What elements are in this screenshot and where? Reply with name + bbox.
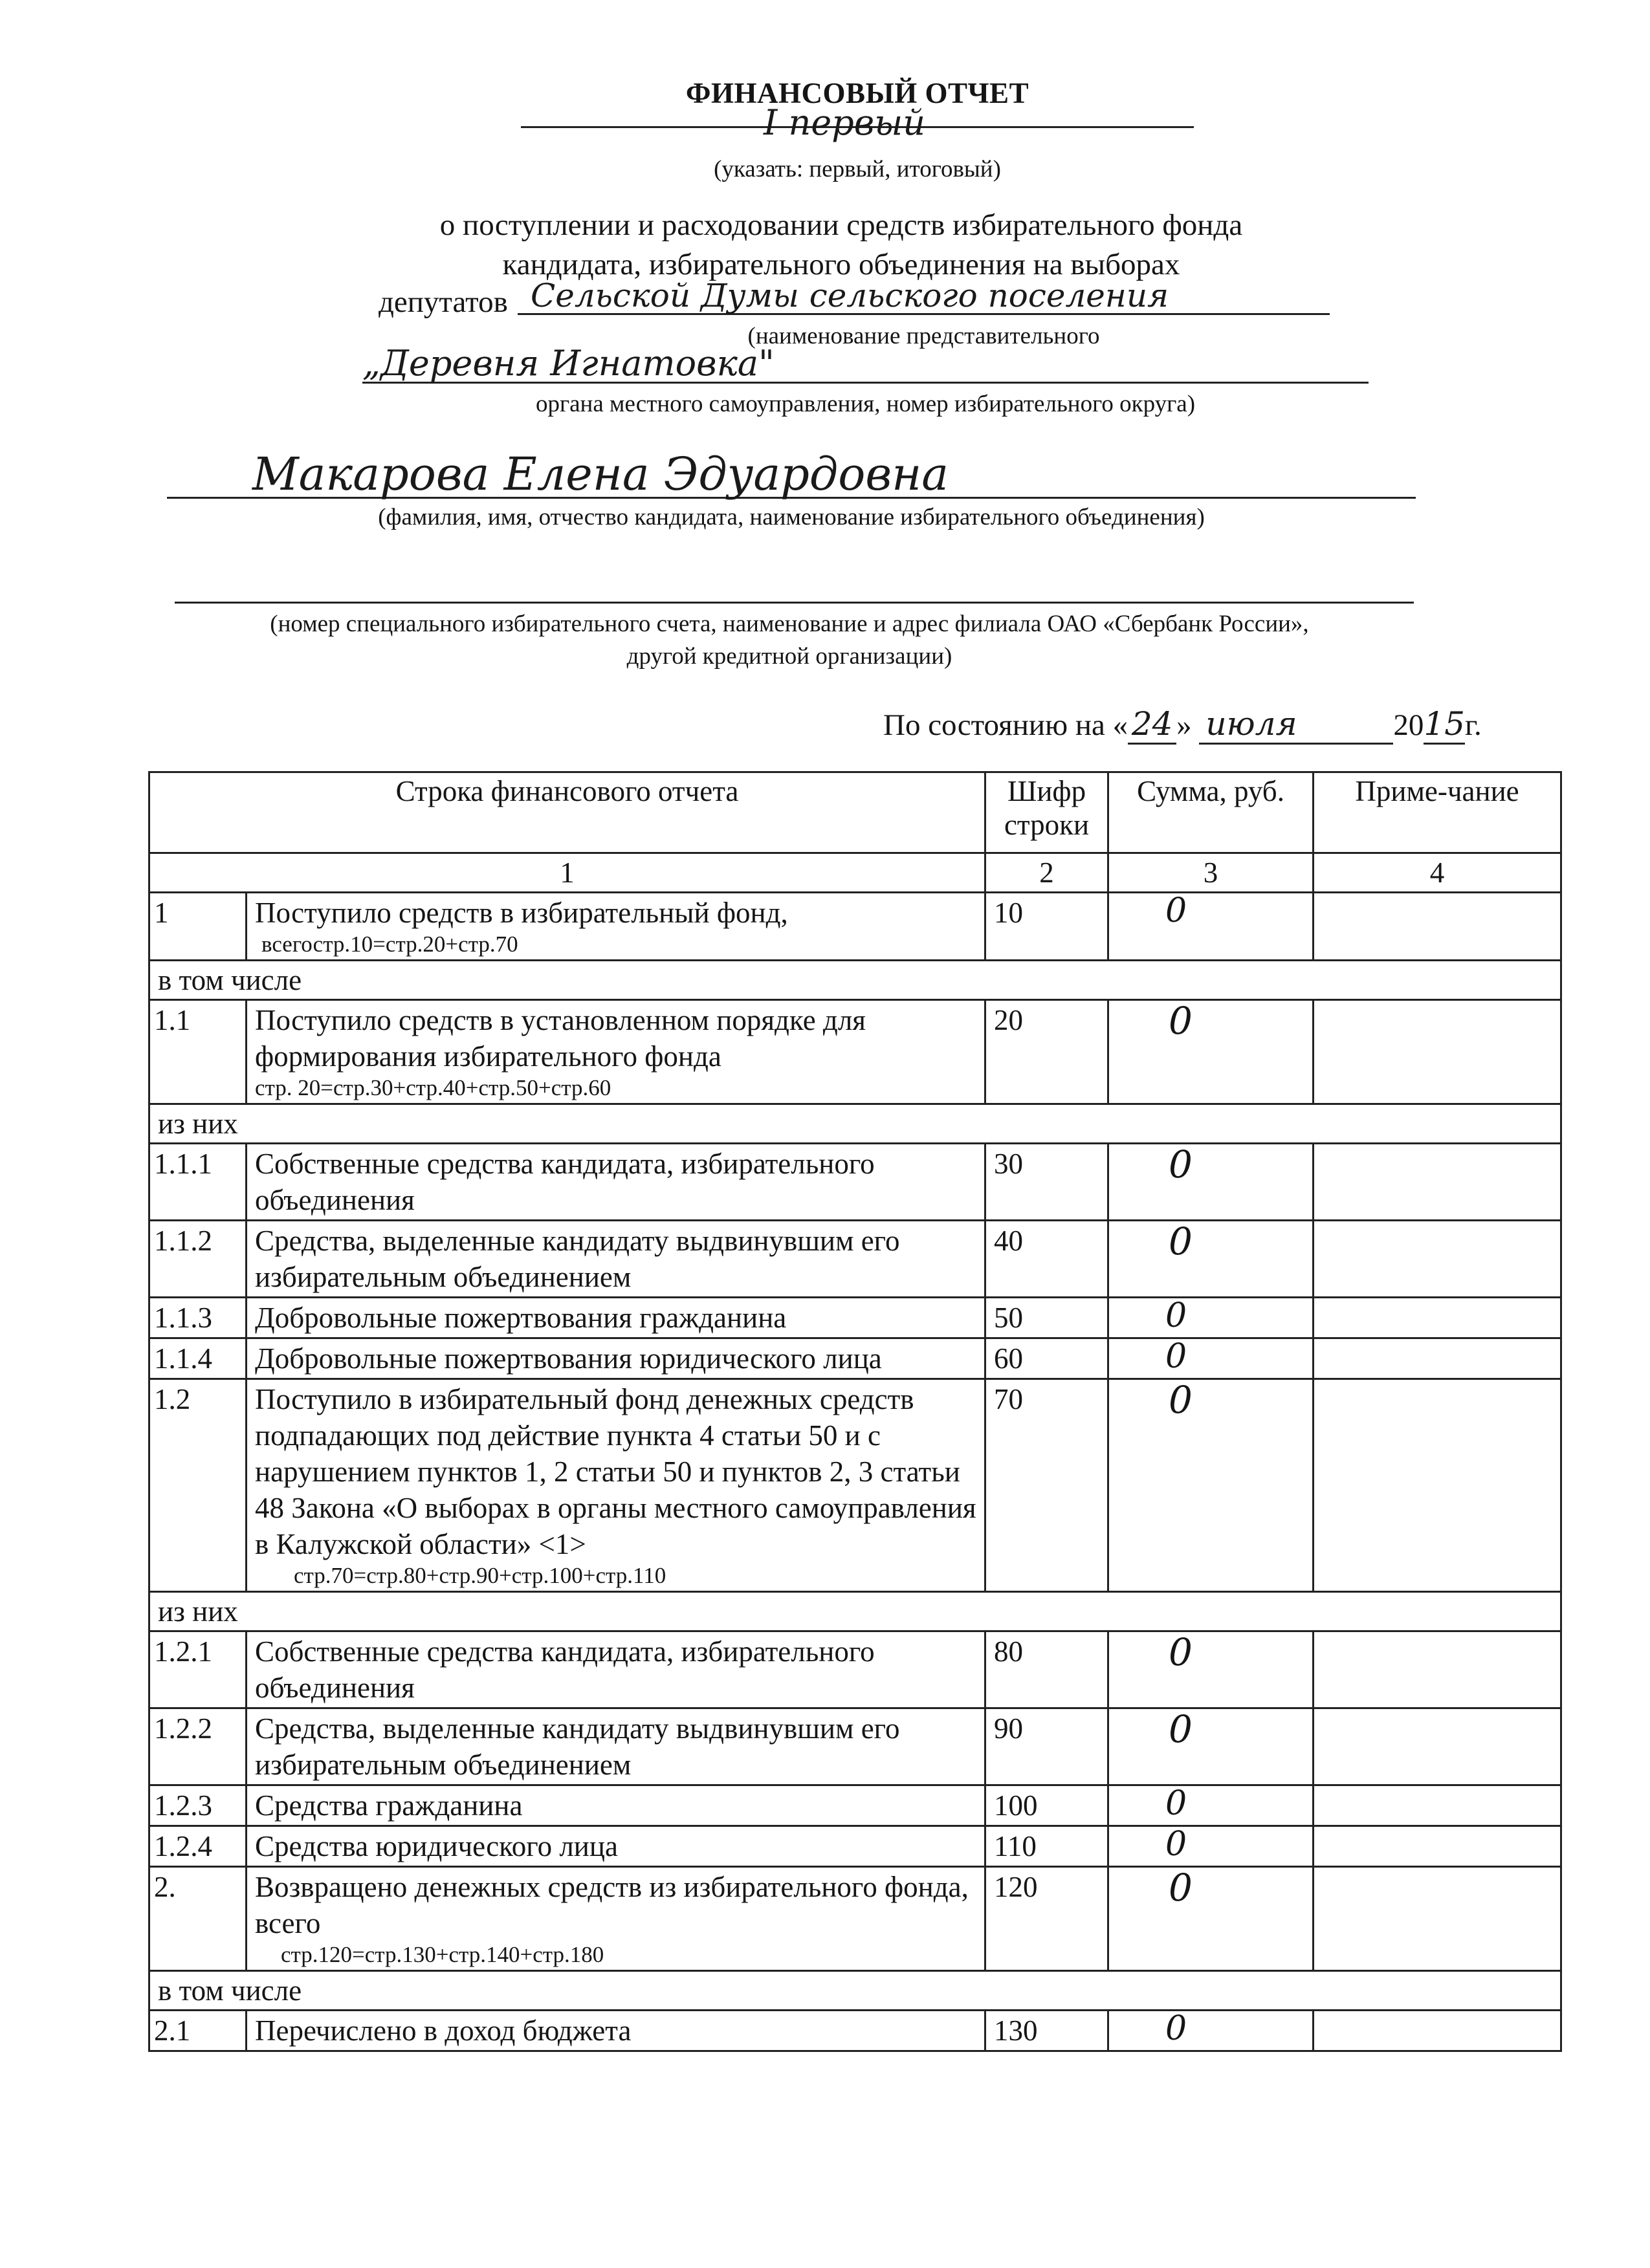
row-description: Средства гражданина: [255, 1789, 523, 1822]
row-sum: 0: [1165, 891, 1187, 930]
date-suffix: г.: [1465, 708, 1482, 742]
table-row: [149, 1221, 1561, 1298]
row-number: 1.1.3: [149, 1298, 247, 1338]
row-sum: 0: [1169, 1378, 1193, 1422]
table-row: [149, 1631, 1561, 1708]
table-row: [149, 1338, 1561, 1379]
row-description-cell: [247, 1708, 985, 1785]
row-note: [1314, 1826, 1561, 1867]
row-description-cell: [247, 1631, 985, 1708]
account-caption-2: другой кредитной организации): [626, 643, 952, 670]
row-number: 1.1.4: [149, 1338, 247, 1379]
row-sum: 0: [1165, 1784, 1187, 1823]
row-sum-cell: [1108, 1379, 1314, 1592]
row-description-cell: [247, 1338, 985, 1379]
row-code: 60: [985, 1338, 1108, 1379]
date-month: июля: [1199, 705, 1393, 745]
header-code: Шифр строки: [985, 772, 1108, 853]
row-description-cell: [247, 1221, 985, 1298]
row-description: Добровольные пожертвования гражданина: [255, 1302, 787, 1334]
row-note: [1314, 1379, 1561, 1592]
row-number: 1.2: [149, 1379, 247, 1592]
row-note: [1314, 1631, 1561, 1708]
table-row: [149, 1000, 1561, 1104]
row-code: 130: [985, 2011, 1108, 2051]
row-number: 1.1.1: [149, 1144, 247, 1221]
row-code: 70: [985, 1379, 1108, 1592]
row-note: [1314, 1338, 1561, 1379]
date-year: 15: [1424, 705, 1465, 745]
row-number: 1: [149, 893, 247, 961]
subtitle-line-2: кандидата, избирательного объединения на выборах: [502, 248, 1180, 281]
row-sum-cell: [1108, 1631, 1314, 1708]
table-row: [149, 1708, 1561, 1785]
row-description: Собственные средства кандидата, избирательного объединения: [255, 1148, 875, 1216]
row-sum-cell: [1108, 1144, 1314, 1221]
row-sum-cell: [1108, 1785, 1314, 1826]
section-label: из них: [149, 1104, 1561, 1144]
row-description-cell: [247, 1000, 985, 1104]
row-number: 1.2.1: [149, 1631, 247, 1708]
row-formula: всегостр.10=стр.20+стр.70: [261, 932, 518, 957]
table-row: [149, 1144, 1561, 1221]
row-code: 100: [985, 1785, 1108, 1826]
date-mid: »: [1176, 708, 1192, 742]
report-title: ФИНАНСОВЫЙ ОТЧЕТ: [685, 77, 1029, 109]
row-code: 90: [985, 1708, 1108, 1785]
row-description: Собственные средства кандидата, избирательного объединения: [255, 1635, 875, 1704]
row-sum-cell: [1108, 2011, 1314, 2051]
row-sum: 0: [1169, 1707, 1193, 1751]
section-row: [149, 1104, 1561, 1144]
row-number: 1.1.2: [149, 1221, 247, 1298]
deputies-prefix: депутатов: [379, 285, 508, 319]
row-sum-cell: [1108, 1298, 1314, 1338]
table-header-row: [149, 772, 1561, 853]
column-number-1: 1: [149, 853, 985, 893]
header-note: Приме-чание: [1314, 772, 1561, 853]
candidate-caption: (фамилия, имя, отчество кандидата, наименование избирательного объединения): [378, 504, 1205, 530]
table-row: [149, 893, 1561, 961]
row-code: 20: [985, 1000, 1108, 1104]
subtitle-line-1: о поступлении и расходовании средств избирательного фонда: [439, 208, 1243, 242]
row-formula: стр.70=стр.80+стр.90+стр.100+стр.110: [294, 1563, 666, 1588]
body-handwritten: Сельской Думы сельского поселения: [531, 277, 1169, 314]
row-sum-cell: [1108, 1338, 1314, 1379]
section-row: [149, 1592, 1561, 1631]
table-row: [149, 1826, 1561, 1867]
date-day: 24: [1128, 705, 1176, 745]
row-code: 50: [985, 1298, 1108, 1338]
row-sum: 0: [1169, 1866, 1193, 1910]
row-code: 80: [985, 1631, 1108, 1708]
candidate-handwritten: Макарова Елена Эдуардовна: [252, 448, 949, 501]
row-code: 110: [985, 1826, 1108, 1867]
date-prefix: По состоянию на «: [883, 708, 1128, 742]
row-note: [1314, 1708, 1561, 1785]
account-line: [175, 602, 1414, 604]
row-number: 2.: [149, 1867, 247, 1971]
section-label: в том числе: [149, 1971, 1561, 2011]
row-sum-cell: [1108, 893, 1314, 961]
row-sum: 0: [1169, 1142, 1193, 1186]
row-number: 2.1: [149, 2011, 247, 2051]
row-description-cell: [247, 893, 985, 961]
table-row: [149, 1867, 1561, 1971]
row-description: Средства юридического лица: [255, 1830, 618, 1862]
row-number: 1.2.3: [149, 1785, 247, 1826]
row-number: 1.1: [149, 1000, 247, 1104]
row-code: 30: [985, 1144, 1108, 1221]
row-description: Средства, выделенные кандидату выдвинувшим его избирательным объединением: [255, 1712, 900, 1781]
row-sum-cell: [1108, 1867, 1314, 1971]
row-number: 1.2.4: [149, 1826, 247, 1867]
row-description-cell: [247, 1298, 985, 1338]
account-caption-1: (номер специального избирательного счета, наименование и адрес филиала ОАО «Сбербанк России»,: [270, 611, 1309, 637]
row-note: [1314, 1221, 1561, 1298]
column-number-2: 2: [985, 853, 1108, 893]
column-number-3: 3: [1108, 853, 1314, 893]
row-description: Поступило в избирательный фонд денежных средств подпадающих под действие пункта 4 статьи 50 и с нарушением пунктов 1, 2 статьи 50 и пунктов 2, 3 статьи 48 Закона «О выборах в органы местного самоуправления в Калужской области» <1>: [255, 1383, 976, 1560]
row-description-cell: [247, 2011, 985, 2051]
financial-report-table: [148, 771, 1562, 2052]
row-sum: 0: [1169, 999, 1193, 1043]
row-description: Поступило средств в избирательный фонд,: [255, 897, 788, 929]
row-description-cell: [247, 1826, 985, 1867]
row-note: [1314, 1785, 1561, 1826]
header-sum: Сумма, руб.: [1108, 772, 1314, 853]
date-statement: [883, 705, 1482, 745]
row-note: [1314, 893, 1561, 961]
row-sum-cell: [1108, 1826, 1314, 1867]
column-number-row: [149, 853, 1561, 893]
row-sum: 0: [1169, 1630, 1193, 1674]
row-formula: стр.120=стр.130+стр.140+стр.180: [281, 1942, 604, 1967]
row-code: 10: [985, 893, 1108, 961]
row-sum: 0: [1169, 1219, 1193, 1263]
report-kind-caption: (указать: первый, итоговый): [714, 156, 1001, 182]
row-note: [1314, 1298, 1561, 1338]
body-caption-2: органа местного самоуправления, номер избирательного округа): [535, 391, 1196, 417]
row-formula: стр. 20=стр.30+стр.40+стр.50+стр.60: [255, 1075, 611, 1100]
row-sum-cell: [1108, 1708, 1314, 1785]
row-description-cell: [247, 1867, 985, 1971]
body-caption: (наименование представительного: [747, 323, 1100, 349]
row-description: Поступило средств в установленном порядке для формирования избирательного фонда: [255, 1004, 866, 1073]
row-code: 120: [985, 1867, 1108, 1971]
row-sum-cell: [1108, 1221, 1314, 1298]
column-number-4: 4: [1314, 853, 1561, 893]
section-label: в том числе: [149, 961, 1561, 1000]
row-number: 1.2.2: [149, 1708, 247, 1785]
row-sum: 0: [1165, 1337, 1187, 1376]
section-label: из них: [149, 1592, 1561, 1631]
row-note: [1314, 1000, 1561, 1104]
section-row: [149, 1971, 1561, 2011]
row-note: [1314, 2011, 1561, 2051]
table-row: [149, 1379, 1561, 1592]
row-sum: 0: [1165, 1825, 1187, 1864]
row-description: Возвращено денежных средств из избирательного фонда, всего: [255, 1871, 969, 1939]
table-row: [149, 1298, 1561, 1338]
row-sum: 0: [1165, 1296, 1187, 1335]
row-sum: 0: [1165, 2009, 1187, 2048]
row-description-cell: [247, 1144, 985, 1221]
row-description: Средства, выделенные кандидату выдвинувшим его избирательным объединением: [255, 1225, 900, 1293]
section-row: [149, 961, 1561, 1000]
row-note: [1314, 1867, 1561, 1971]
row-sum-cell: [1108, 1000, 1314, 1104]
row-code: 40: [985, 1221, 1108, 1298]
header-line: Строка финансового отчета: [149, 772, 985, 853]
table-row: [149, 2011, 1561, 2051]
row-description: Добровольные пожертвования юридического лица: [255, 1342, 882, 1375]
report-kind-value: I первый: [764, 102, 925, 143]
row-description-cell: [247, 1379, 985, 1592]
date-year-prefix: 20: [1393, 708, 1424, 742]
row-note: [1314, 1144, 1561, 1221]
row-description: Перечислено в доход бюджета: [255, 2014, 632, 2047]
row-description-cell: [247, 1785, 985, 1826]
table-row: [149, 1785, 1561, 1826]
body-handwritten-2: „Деревня Игнатовка": [362, 343, 775, 384]
